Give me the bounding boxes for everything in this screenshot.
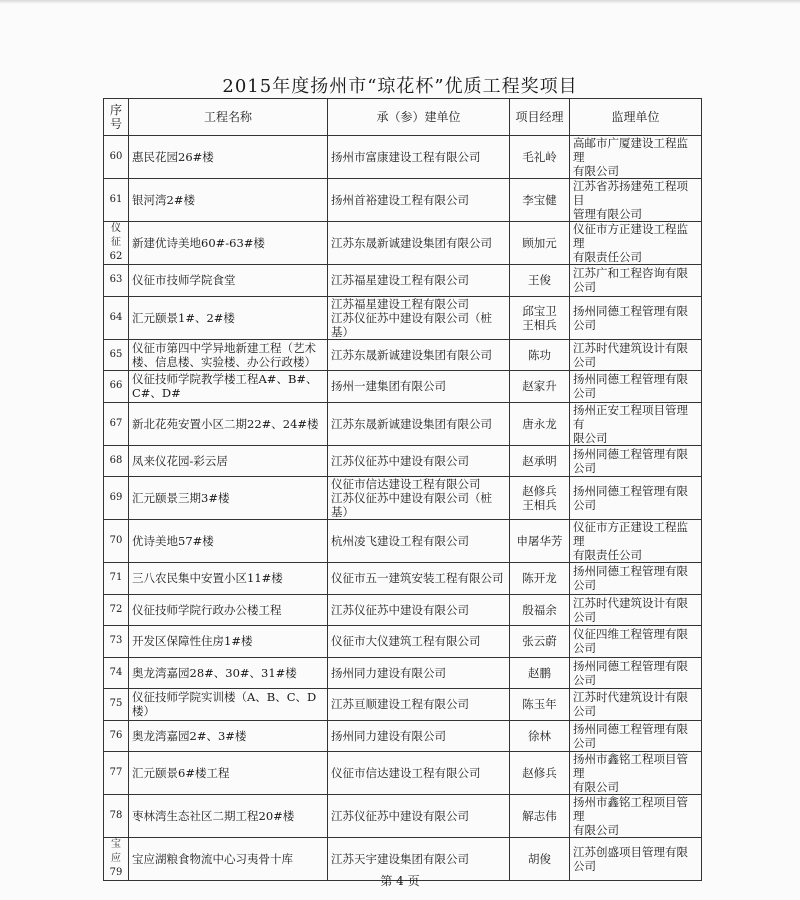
cell-contractor [328,795,510,838]
cell-seq: 69 [104,477,129,520]
cell-manager-line: 毛礼岭 [522,150,557,164]
cell-manager [510,477,570,520]
cell-contractor [328,445,510,477]
cell-supervisor [570,445,702,477]
cell-supervisor-line: 江苏创盛项目管理有限 [573,845,688,859]
table-row [104,720,702,752]
cell-manager-line: 殷福余 [522,602,557,617]
cell-manager [510,720,570,752]
cell-seq: 63 [104,265,129,297]
cell-manager-line: 解志伟 [522,809,557,823]
cell-project-line: 宝应湖粮食物流中心习夷骨十库 [132,852,293,866]
cell-manager-line: 王相兵 [522,498,557,512]
cell-supervisor [570,752,702,795]
table-row [104,795,702,838]
cell-contractor-line: 扬州一建集团有限公司 [331,379,446,394]
table-row [104,402,702,445]
cell-project [129,689,328,721]
cell-seq: 66 [104,371,129,403]
cell-contractor-line: 江苏仪征苏中建设有限公司（桩基） [331,491,492,519]
cell-supervisor-line: 扬州同德工程管理有限公司 [573,564,688,593]
cell-contractor-line: 江苏仪征苏中建设有限公司 [331,809,469,823]
cell-manager [510,371,570,403]
cell-project [129,402,328,445]
cell-contractor [328,594,510,626]
cell-contractor [328,136,510,179]
table-header-row [104,99,702,136]
cell-manager-line: 赵鹏 [528,665,551,680]
cell-manager [510,222,570,265]
cell-seq: 67 [104,402,129,445]
cell-seq: 61 [104,179,129,222]
cell-seq: 仪征 62 [104,222,129,265]
table-row [104,563,702,595]
cell-supervisor [570,265,702,297]
cell-project [129,136,328,179]
page-title: 2015年度扬州市“琼花杯”优质工程奖项目 [222,76,578,97]
cell-manager [510,265,570,297]
cell-contractor [328,657,510,689]
cell-supervisor [570,477,702,520]
cell-supervisor-line: 有限公司 [573,780,619,794]
table-row [104,477,702,520]
cell-contractor [328,296,510,339]
cell-supervisor-line: 扬州市鑫铭工程项目管理 [573,795,688,823]
cell-project-line: 奥龙湾嘉园28#、30#、31#楼 [132,665,297,680]
cell-contractor-line: 江苏仪征苏中建设有限公司 [331,602,469,617]
cell-supervisor [570,402,702,445]
cell-supervisor [570,136,702,179]
cell-contractor-line: 江苏仪征苏中建设有限公司（桩基） [331,310,492,339]
cell-project-line: 奥龙湾嘉园2#、3#楼 [132,728,247,743]
cell-contractor-line: 仪征市信达建设工程有限公司 [331,477,481,491]
cell-project [129,477,328,520]
cell-contractor [328,339,510,371]
award-table [103,98,702,881]
cell-project [129,563,328,595]
cell-project [129,371,328,403]
cell-seq: 77 [104,752,129,795]
cell-project [129,445,328,477]
cell-project [129,657,328,689]
cell-manager [510,136,570,179]
cell-seq: 74 [104,657,129,689]
table-row [104,657,702,689]
cell-project [129,720,328,752]
cell-project-line: 惠民花园26#楼 [132,150,214,164]
cell-manager-line: 赵修兵 [522,484,557,498]
cell-supervisor [570,657,702,689]
header-supervisor: 监理单位 [570,99,702,136]
cell-supervisor-line: 高邮市广厦建设工程监理 [573,136,688,164]
cell-contractor [328,520,510,563]
cell-project [129,265,328,297]
cell-contractor [328,371,510,403]
table-row [104,136,702,179]
cell-contractor-line: 仪征市信达建设工程有限公司 [331,766,481,780]
cell-manager [510,445,570,477]
cell-seq: 78 [104,795,129,838]
cell-project [129,594,328,626]
cell-supervisor [570,594,702,626]
cell-manager [510,657,570,689]
cell-seq: 71 [104,563,129,595]
cell-contractor [328,402,510,445]
cell-manager [510,339,570,371]
cell-manager-line: 赵修兵 [522,766,557,780]
cell-contractor-line: 扬州同力建设有限公司 [331,728,446,743]
table-row [104,520,702,563]
cell-seq: 宝应 79 [104,838,129,881]
cell-supervisor-line: 有限责任公司 [573,250,642,264]
cell-contractor-line: 江苏福星建设工程有限公司 [331,273,469,288]
cell-manager [510,520,570,563]
cell-manager [510,402,570,445]
cell-supervisor [570,720,702,752]
cell-manager-line: 徐林 [528,728,551,743]
cell-supervisor-line: 有限公司 [573,164,619,178]
cell-contractor [328,752,510,795]
cell-project-line: 优诗美地57#楼 [132,534,214,548]
cell-manager [510,296,570,339]
cell-contractor [328,563,510,595]
header-contractor: 承（参）建单位 [328,99,510,136]
cell-project-line: 汇元颐景6#楼工程 [132,766,230,780]
cell-supervisor-line: 有限公司 [573,823,619,837]
cell-manager-line: 赵承明 [522,453,557,468]
cell-supervisor-line: 扬州同德工程管理有限公司 [573,721,688,750]
cell-contractor-line: 扬州市富康建设工程有限公司 [331,150,481,164]
cell-project-line: 仪征市第四中学异地新建工程（艺术楼、信息楼、实验楼、办公行政楼） [132,340,316,369]
cell-supervisor [570,795,702,838]
cell-supervisor-line: 扬州正安工程项目管理有 [573,402,688,431]
cell-contractor [328,265,510,297]
cell-manager-line: 赵家升 [522,379,557,394]
cell-supervisor-line: 公司 [573,859,596,873]
cell-project-line: 新建优诗美地60#-63#楼 [132,236,265,250]
cell-manager-line: 张云蔚 [522,634,557,649]
cell-supervisor-line: 江苏省苏扬建苑工程项目 [573,179,688,207]
cell-project-line: 枣林湾生态社区二期工程20#楼 [132,809,295,823]
cell-manager-line: 陈开龙 [522,571,557,586]
table-row [104,296,702,339]
cell-manager-line: 申屠华芳 [516,534,563,548]
cell-supervisor-line: 仪征市方正建设工程监理 [573,520,688,548]
scan-edge [0,0,800,4]
cell-supervisor-line: 扬州同德工程管理有限公司 [573,303,688,332]
cell-supervisor-line: 扬州同德工程管理有限公司 [573,658,688,687]
header-manager: 项目经理 [510,99,570,136]
cell-contractor-line: 扬州同力建设有限公司 [331,665,446,680]
page-number: 第 4 页 [380,874,420,888]
cell-project [129,296,328,339]
cell-project-line: 仪征技师学院实训楼（A、B、C、D楼） [132,690,317,719]
cell-contractor-line: 江苏东晟新诚建设集团有限公司 [331,416,492,431]
cell-contractor-line: 江苏亘顺建设工程有限公司 [331,697,469,712]
cell-contractor-line: 江苏仪征苏中建设有限公司 [331,453,469,468]
cell-supervisor [570,520,702,563]
cell-seq: 73 [104,626,129,658]
cell-project [129,520,328,563]
cell-manager-line: 王俊 [528,273,551,288]
cell-supervisor-line: 管理有限公司 [573,207,642,221]
cell-supervisor-line: 江苏时代建筑设计有限公司 [573,690,688,719]
cell-supervisor-line: 扬州市鑫铭工程项目管理 [573,752,688,780]
table-row [104,626,702,658]
cell-seq: 70 [104,520,129,563]
cell-project [129,339,328,371]
cell-project-line: 新北花苑安置小区二期22#、24#楼 [132,416,319,431]
cell-manager [510,626,570,658]
cell-seq: 65 [104,339,129,371]
cell-supervisor [570,371,702,403]
cell-manager-line: 邱宝卫 [522,303,557,318]
cell-supervisor-line: 扬州同德工程管理有限公司 [573,484,688,512]
cell-manager-line: 胡俊 [528,852,551,866]
cell-project-line: 仪征技师学院教学楼工程A#、B#、C#、D# [132,372,318,401]
table-row [104,371,702,403]
table-row [104,179,702,222]
cell-project-line: 银河湾2#楼 [132,193,195,207]
cell-manager [510,594,570,626]
cell-supervisor [570,222,702,265]
cell-seq: 76 [104,720,129,752]
table-row [104,339,702,371]
cell-supervisor [570,563,702,595]
cell-manager [510,689,570,721]
cell-contractor-line: 扬州首裕建设工程有限公司 [331,193,469,207]
cell-seq: 75 [104,689,129,721]
cell-project-line: 三八农民集中安置小区11#楼 [132,571,283,586]
cell-manager-line: 唐永龙 [522,416,557,431]
cell-contractor-line: 江苏东晟新诚建设集团有限公司 [331,236,492,250]
cell-supervisor-line: 江苏时代建筑设计有限公司 [573,595,688,624]
cell-project [129,752,328,795]
cell-supervisor-line: 仪征四维工程管理有限公司 [573,627,688,656]
cell-supervisor-line: 江苏时代建筑设计有限公司 [573,340,688,369]
cell-supervisor [570,179,702,222]
table-row [104,689,702,721]
cell-contractor [328,626,510,658]
cell-contractor-line: 仪征市大仪建筑工程有限公司 [331,634,481,649]
cell-supervisor [570,626,702,658]
cell-seq: 68 [104,445,129,477]
cell-manager-line: 陈功 [528,347,551,362]
cell-supervisor [570,296,702,339]
cell-supervisor-line: 有限责任公司 [573,548,642,562]
cell-manager-line: 顾加元 [522,236,557,250]
table-row [104,594,702,626]
cell-supervisor-line: 江苏广和工程咨询有限公司 [573,266,688,295]
cell-project [129,626,328,658]
cell-seq: 72 [104,594,129,626]
cell-manager-line: 陈玉年 [522,697,557,712]
cell-contractor [328,222,510,265]
table-row [104,752,702,795]
cell-contractor-line: 仪征市五一建筑安装工程有限公司 [331,571,504,586]
cell-contractor [328,477,510,520]
header-seq: 序号 [104,99,129,136]
cell-manager [510,795,570,838]
cell-project [129,795,328,838]
cell-supervisor-line: 扬州同德工程管理有限公司 [573,446,688,475]
cell-project-line: 汇元颐景1#、2#楼 [132,310,235,325]
cell-contractor [328,720,510,752]
cell-supervisor [570,689,702,721]
cell-supervisor-line: 仪征市方正建设工程监理 [573,222,688,250]
cell-manager-line: 王相兵 [522,317,557,332]
cell-contractor [328,689,510,721]
cell-manager [510,563,570,595]
cell-project-line: 仪征市技师学院食堂 [132,273,236,288]
cell-seq: 64 [104,296,129,339]
cell-supervisor-line: 扬州同德工程管理有限公司 [573,372,688,401]
cell-contractor-line: 江苏天宇建设集团有限公司 [331,852,469,866]
cell-project [129,179,328,222]
cell-manager-line: 李宝健 [522,193,557,207]
cell-project-line: 汇元颐景三期3#楼 [132,491,230,505]
cell-supervisor [570,339,702,371]
cell-supervisor-line: 限公司 [573,430,608,445]
cell-contractor-line: 江苏东晟新诚建设集团有限公司 [331,347,492,362]
cell-contractor-line: 江苏福星建设工程有限公司 [331,296,469,311]
cell-contractor [328,179,510,222]
table-row [104,445,702,477]
cell-project-line: 开发区保障性住房1#楼 [132,634,253,649]
cell-seq: 60 [104,136,129,179]
cell-project-line: 仪征技师学院行政办公楼工程 [132,602,282,617]
cell-manager [510,179,570,222]
table-row [104,265,702,297]
cell-manager [510,752,570,795]
cell-project-line: 凤来仪花园-彩云居 [132,453,228,468]
cell-project [129,222,328,265]
header-project: 工程名称 [129,99,328,136]
table-row [104,222,702,265]
cell-contractor-line: 杭州凌飞建设工程有限公司 [331,534,469,548]
